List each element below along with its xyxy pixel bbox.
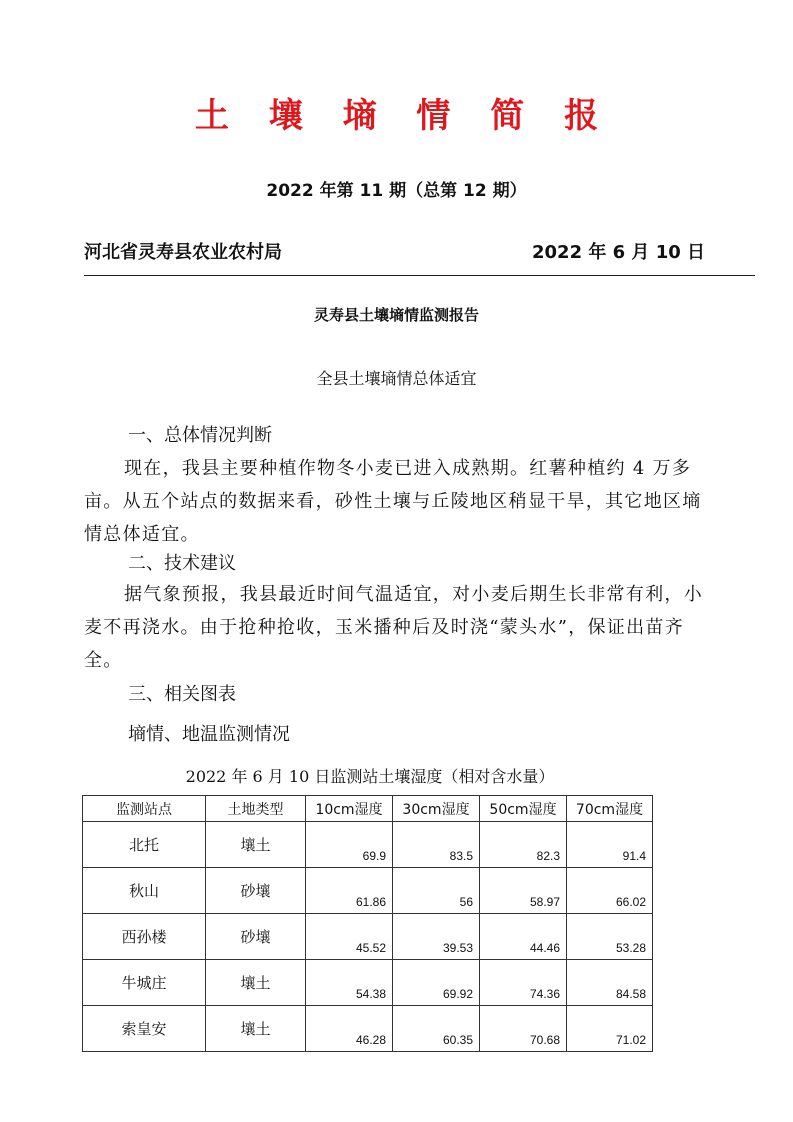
soil-type-cell: 砂壤 (206, 868, 306, 914)
soil-type-cell: 壤土 (206, 822, 306, 868)
moisture-30cm-cell: 69.92 (393, 960, 480, 1006)
moisture-70cm-cell: 84.58 (567, 960, 653, 1006)
header-divider (84, 275, 755, 276)
column-header-50cm: 50cm湿度 (480, 796, 567, 822)
section-paragraph-2-text: 据气象预报，我县最近时间气温适宜，对小麦后期生长非常有利，小麦不再浇水。由于抢种抢收，玉米播种后及时浇“蒙头水”，保证出苗齐全。 (84, 584, 703, 671)
moisture-70cm-cell: 53.28 (567, 914, 653, 960)
report-subtitle: 全县土壤墒情总体适宜 (316, 369, 477, 388)
table-row (83, 914, 653, 960)
moisture-10cm-cell: 45.52 (306, 914, 393, 960)
table-row (83, 960, 653, 1006)
moisture-30cm-cell: 56 (393, 868, 480, 914)
soil-type-cell: 壤土 (206, 1006, 306, 1052)
table-header-row (83, 796, 653, 822)
moisture-50cm-cell: 70.68 (480, 1006, 567, 1052)
section-paragraph-2 (84, 578, 716, 677)
moisture-10cm-cell: 69.9 (306, 822, 393, 868)
moisture-30cm-cell: 83.5 (393, 822, 480, 868)
section-paragraph-1 (84, 452, 716, 551)
section-heading-3: 三、相关图表 (128, 684, 236, 705)
column-header-10cm: 10cm湿度 (306, 796, 393, 822)
moisture-10cm-cell: 46.28 (306, 1006, 393, 1052)
soil-moisture-table (82, 795, 653, 1052)
issuing-organization: 河北省灵寿县农业农村局 (84, 242, 282, 263)
moisture-10cm-cell: 54.38 (306, 960, 393, 1006)
moisture-70cm-cell: 71.02 (567, 1006, 653, 1052)
moisture-30cm-cell: 39.53 (393, 914, 480, 960)
section-paragraph-1-text: 现在，我县主要种植作物冬小麦已进入成熟期。红薯种植约 4 万多亩。从五个站点的数据来看，砂性土壤与丘陵地区稍显干旱，其它地区墒情总体适宜。 (84, 458, 702, 545)
moisture-70cm-cell: 91.4 (567, 822, 653, 868)
station-cell: 秋山 (83, 868, 206, 914)
monitoring-subheading: 墒情、地温监测情况 (128, 724, 290, 745)
station-cell: 西孙楼 (83, 914, 206, 960)
table-row (83, 1006, 653, 1052)
report-title: 灵寿县土壤墒情监测报告 (313, 306, 479, 324)
table-caption: 2022 年 6 月 10 日监测站土壤湿度（相对含水量） (185, 767, 555, 786)
column-header-soil-type: 土地类型 (206, 796, 306, 822)
moisture-70cm-cell: 66.02 (567, 868, 653, 914)
table-row (83, 822, 653, 868)
column-header-70cm: 70cm湿度 (567, 796, 653, 822)
soil-type-cell: 砂壤 (206, 914, 306, 960)
moisture-50cm-cell: 44.46 (480, 914, 567, 960)
bulletin-title: 土 壤 墒 情 简 报 (194, 96, 613, 136)
moisture-30cm-cell: 60.35 (393, 1006, 480, 1052)
issue-date: 2022 年 6 月 10 日 (532, 242, 706, 263)
station-cell: 北托 (83, 822, 206, 868)
moisture-50cm-cell: 82.3 (480, 822, 567, 868)
issue-number: 2022 年第 11 期（总第 12 期） (266, 181, 527, 201)
section-heading-2: 二、技术建议 (128, 553, 236, 574)
column-header-station: 监测站点 (83, 796, 206, 822)
soil-type-cell: 壤土 (206, 960, 306, 1006)
moisture-50cm-cell: 74.36 (480, 960, 567, 1006)
moisture-10cm-cell: 61.86 (306, 868, 393, 914)
table-row (83, 868, 653, 914)
moisture-50cm-cell: 58.97 (480, 868, 567, 914)
section-heading-1: 一、总体情况判断 (128, 425, 272, 446)
column-header-30cm: 30cm湿度 (393, 796, 480, 822)
station-cell: 索皇安 (83, 1006, 206, 1052)
station-cell: 牛城庄 (83, 960, 206, 1006)
